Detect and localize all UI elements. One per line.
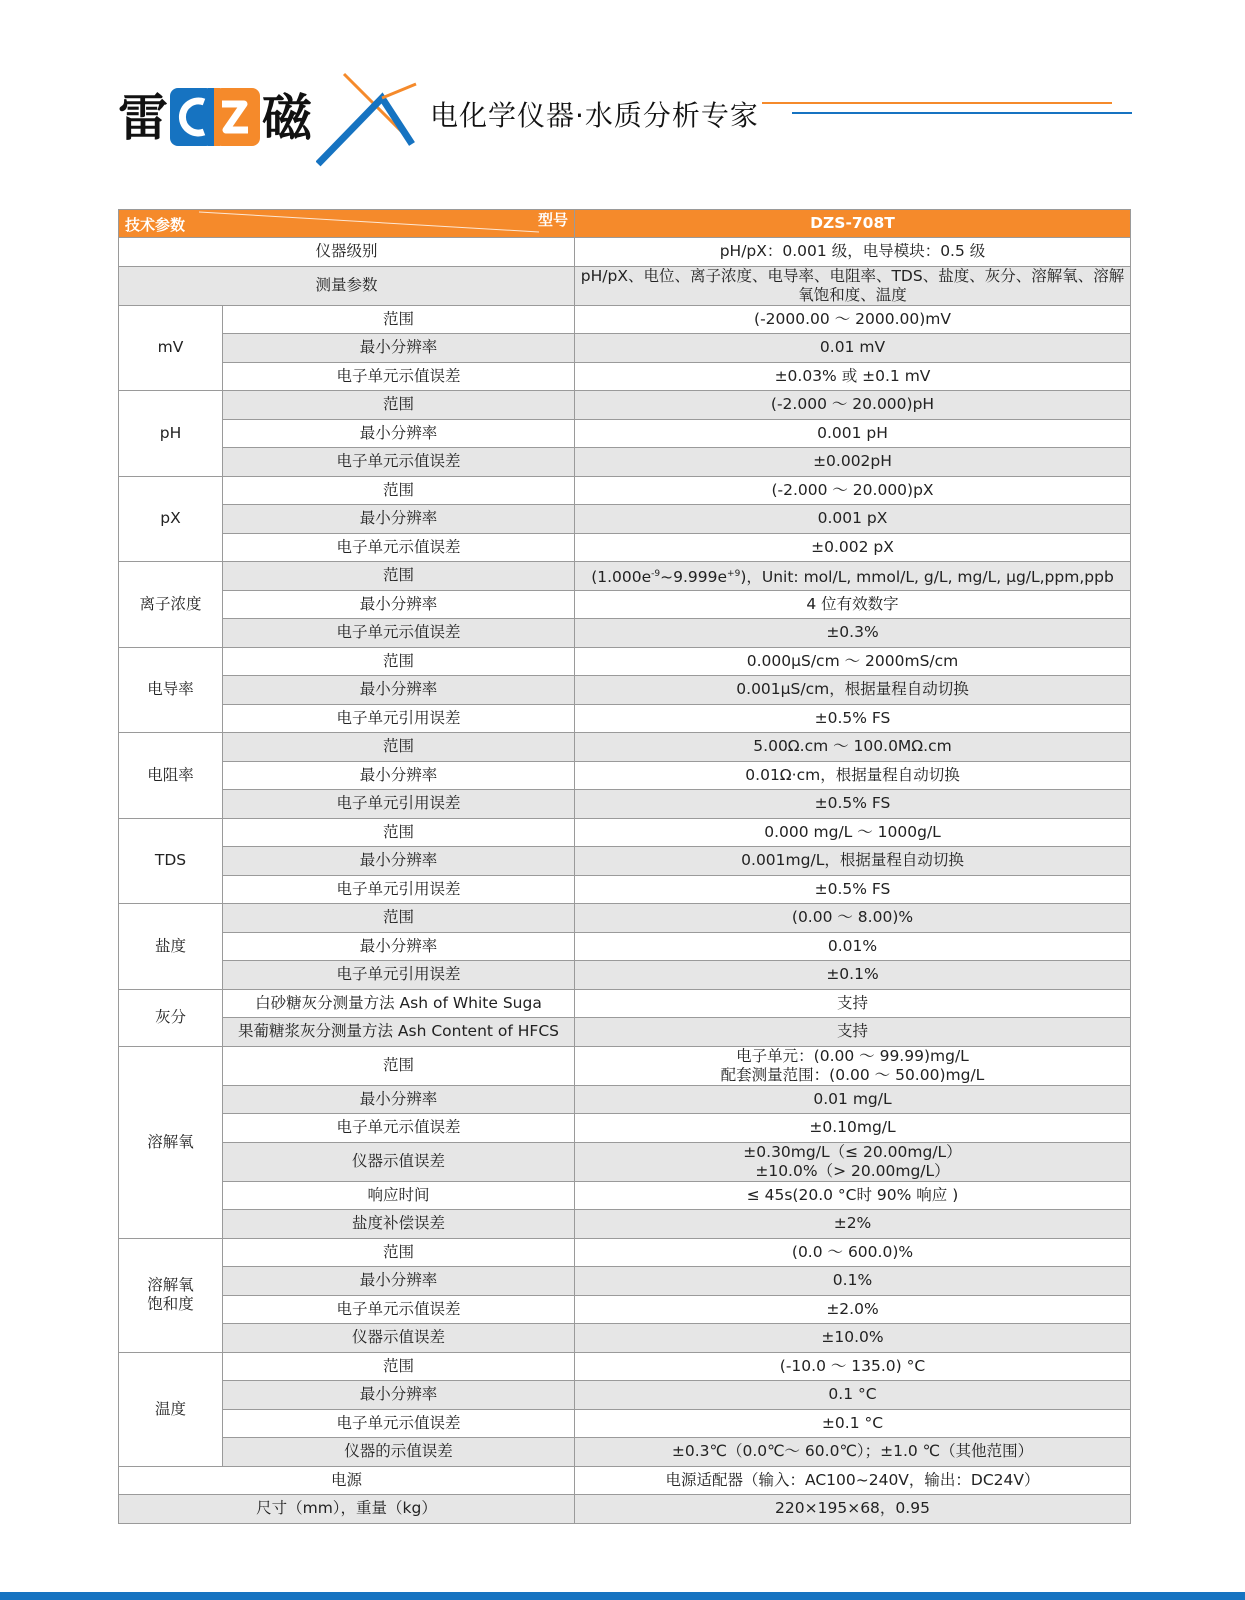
- param-label: 电子单元示值误差: [223, 1409, 575, 1438]
- header-tech-params: 技术参数: [125, 216, 186, 234]
- value-exponent: +9: [727, 568, 741, 579]
- param-label: 仪器示值误差: [223, 1324, 575, 1353]
- param-value: 0.01 mg/L: [575, 1085, 1131, 1114]
- table-row: [119, 733, 1131, 762]
- table-row: [119, 1046, 1131, 1085]
- param-value: 0.01%: [575, 932, 1131, 961]
- table-row: [119, 238, 1131, 267]
- param-label: 范围: [223, 1352, 575, 1381]
- row-value: pH/pX、电位、离子浓度、电导率、电阻率、TDS、盐度、灰分、溶解氧、溶解氧饱和度、温度: [575, 266, 1131, 305]
- param-value: 0.000 mg/L ～ 1000g/L: [575, 818, 1131, 847]
- param-value: 0.001 pH: [575, 419, 1131, 448]
- param-value: 支持: [575, 1018, 1131, 1047]
- table-row: [119, 1267, 1131, 1296]
- param-label: 最小分辨率: [223, 505, 575, 534]
- table-row: [119, 961, 1131, 990]
- param-value: 0.1 °C: [575, 1381, 1131, 1410]
- param-label: 仪器的示值误差: [223, 1438, 575, 1467]
- row-label: 电源: [119, 1466, 575, 1495]
- footer-blue-bar: [0, 1592, 1245, 1600]
- param-label: 最小分辨率: [223, 761, 575, 790]
- table-row: [119, 1324, 1131, 1353]
- header-blue-line: [792, 112, 1132, 114]
- row-value: 电源适配器（输入：AC100~240V，输出：DC24V）: [575, 1466, 1131, 1495]
- group-label-line: 溶解氧: [147, 1276, 194, 1294]
- table-row: [119, 266, 1131, 305]
- group-label-line: 饱和度: [147, 1295, 194, 1313]
- param-value: ±0.10mg/L: [575, 1114, 1131, 1143]
- param-label: 最小分辨率: [223, 1085, 575, 1114]
- table-row: [119, 676, 1131, 705]
- value-part: )，Unit: mol/L, mmol/L, g/L, mg/L, μg/L,ppm,ppb: [740, 567, 1114, 586]
- row-label: 尺寸（mm），重量（kg）: [119, 1495, 575, 1524]
- param-value: ±0.002pH: [575, 448, 1131, 477]
- param-value: ±0.5% FS: [575, 790, 1131, 819]
- spec-table: [118, 209, 1131, 1524]
- value-line: ±10.0%（> 20.00mg/L）: [755, 1161, 950, 1180]
- param-value: ±0.03% 或 ±0.1 mV: [575, 362, 1131, 391]
- table-row: [119, 761, 1131, 790]
- table-row: [119, 1295, 1131, 1324]
- param-label: 最小分辨率: [223, 419, 575, 448]
- table-row: [119, 533, 1131, 562]
- table-row: [119, 619, 1131, 648]
- group-label: [119, 1238, 223, 1352]
- param-label: 范围: [223, 391, 575, 420]
- param-label: 范围: [223, 818, 575, 847]
- table-row: [119, 1495, 1131, 1524]
- param-label: 范围: [223, 904, 575, 933]
- param-value: ±10.0%: [575, 1324, 1131, 1353]
- param-value: (-2.000 ～ 20.000)pX: [575, 476, 1131, 505]
- param-value: [575, 562, 1131, 591]
- param-value: ±0.3℃（0.0℃～ 60.0℃）；±1.0 ℃（其他范围）: [575, 1438, 1131, 1467]
- param-label: 最小分辨率: [223, 847, 575, 876]
- brand-tagline: 电化学仪器·水质分析专家: [430, 99, 759, 132]
- param-value: (-10.0 ～ 135.0) °C: [575, 1352, 1131, 1381]
- param-value: (-2.000 ～ 20.000)pH: [575, 391, 1131, 420]
- param-label: 电子单元示值误差: [223, 1295, 575, 1324]
- param-label: 电子单元引用误差: [223, 790, 575, 819]
- header-model-value: DZS-708T: [575, 210, 1131, 238]
- param-value: 0.001 pX: [575, 505, 1131, 534]
- table-row: [119, 562, 1131, 591]
- param-label: 最小分辨率: [223, 1381, 575, 1410]
- group-label: 离子浓度: [119, 562, 223, 648]
- table-row: [119, 904, 1131, 933]
- group-label: pX: [119, 476, 223, 562]
- param-label: 电子单元示值误差: [223, 1114, 575, 1143]
- group-label: mV: [119, 305, 223, 391]
- param-label: 范围: [223, 305, 575, 334]
- header-orange-line: [762, 102, 1112, 104]
- table-row: [119, 305, 1131, 334]
- group-label: 灰分: [119, 989, 223, 1046]
- param-value: ±0.5% FS: [575, 704, 1131, 733]
- param-label: 白砂糖灰分测量方法 Ash of White Suga: [223, 989, 575, 1018]
- table-row: [119, 875, 1131, 904]
- param-value: 0.1%: [575, 1267, 1131, 1296]
- group-label: pH: [119, 391, 223, 477]
- param-label: 电子单元示值误差: [223, 362, 575, 391]
- param-label: 范围: [223, 1238, 575, 1267]
- param-label: 最小分辨率: [223, 932, 575, 961]
- table-row: [119, 334, 1131, 363]
- param-label: 电子单元示值误差: [223, 619, 575, 648]
- param-label: 电子单元引用误差: [223, 961, 575, 990]
- group-label: 温度: [119, 1352, 223, 1466]
- value-line: ±0.30mg/L（≤ 20.00mg/L）: [743, 1142, 962, 1161]
- param-value: 0.001μS/cm，根据量程自动切换: [575, 676, 1131, 705]
- group-label: TDS: [119, 818, 223, 904]
- page-header: [0, 0, 1245, 180]
- group-label: 电导率: [119, 647, 223, 733]
- table-row: [119, 391, 1131, 420]
- param-value: ≤ 45s(20.0 °C时 90% 响应 ): [575, 1181, 1131, 1210]
- param-label: 范围: [223, 733, 575, 762]
- param-label: 最小分辨率: [223, 1267, 575, 1296]
- table-row: [119, 1409, 1131, 1438]
- table-row: [119, 1210, 1131, 1239]
- param-value: ±0.1 °C: [575, 1409, 1131, 1438]
- table-row: [119, 448, 1131, 477]
- table-row: [119, 704, 1131, 733]
- brand-char-lei: 雷: [118, 89, 168, 147]
- row-label: 测量参数: [119, 266, 575, 305]
- param-label: 仪器示值误差: [223, 1142, 575, 1181]
- table-row: [119, 1085, 1131, 1114]
- param-value: ±0.3%: [575, 619, 1131, 648]
- param-label: 最小分辨率: [223, 676, 575, 705]
- param-value: 0.000μS/cm ～ 2000mS/cm: [575, 647, 1131, 676]
- value-part: (1.000e: [591, 567, 652, 586]
- table-row: [119, 1114, 1131, 1143]
- param-value: [575, 1142, 1131, 1181]
- table-row: [119, 989, 1131, 1018]
- table-row: [119, 1142, 1131, 1181]
- param-label: 范围: [223, 562, 575, 591]
- param-label: 电子单元引用误差: [223, 704, 575, 733]
- param-value: 5.00Ω.cm ～ 100.0MΩ.cm: [575, 733, 1131, 762]
- table-row: [119, 790, 1131, 819]
- param-label: 范围: [223, 476, 575, 505]
- group-label: 电阻率: [119, 733, 223, 819]
- table-row: [119, 647, 1131, 676]
- param-label: 最小分辨率: [223, 334, 575, 363]
- param-value: ±2.0%: [575, 1295, 1131, 1324]
- table-row: [119, 1438, 1131, 1467]
- param-label: 最小分辨率: [223, 590, 575, 619]
- row-value: 220×195×68，0.95: [575, 1495, 1131, 1524]
- group-label: 溶解氧: [119, 1046, 223, 1238]
- header-corner-cell: [119, 210, 575, 238]
- param-value: 4 位有效数字: [575, 590, 1131, 619]
- param-value: (0.0 ～ 600.0)%: [575, 1238, 1131, 1267]
- row-label: 仪器级别: [119, 238, 575, 267]
- table-row: [119, 590, 1131, 619]
- param-label: 电子单元示值误差: [223, 448, 575, 477]
- table-header-row: [119, 210, 1131, 238]
- group-label: 盐度: [119, 904, 223, 990]
- diagonal-divider-icon: [119, 210, 575, 237]
- brand-deco-icon: [316, 70, 426, 170]
- brand-logo-icon: [170, 88, 260, 146]
- table-row: [119, 1381, 1131, 1410]
- param-label: 果葡糖浆灰分测量方法 Ash Content of HFCS: [223, 1018, 575, 1047]
- param-value: ±2%: [575, 1210, 1131, 1239]
- brand-char-ci: 磁: [262, 89, 312, 147]
- table-row: [119, 419, 1131, 448]
- param-label: 范围: [223, 1046, 575, 1085]
- param-label: 电子单元示值误差: [223, 533, 575, 562]
- table-row: [119, 1466, 1131, 1495]
- param-label: 电子单元引用误差: [223, 875, 575, 904]
- param-value: (-2000.00 ～ 2000.00)mV: [575, 305, 1131, 334]
- table-row: [119, 1238, 1131, 1267]
- param-label: 盐度补偿误差: [223, 1210, 575, 1239]
- param-value: 0.01 mV: [575, 334, 1131, 363]
- value-line: 电子单元：(0.00 ～ 99.99)mg/L: [736, 1046, 969, 1065]
- param-value: 0.01Ω·cm，根据量程自动切换: [575, 761, 1131, 790]
- param-value: ±0.1%: [575, 961, 1131, 990]
- value-exponent: -9: [651, 568, 661, 579]
- table-row: [119, 1181, 1131, 1210]
- param-value: ±0.5% FS: [575, 875, 1131, 904]
- table-row: [119, 505, 1131, 534]
- param-value: 0.001mg/L，根据量程自动切换: [575, 847, 1131, 876]
- param-value: [575, 1046, 1131, 1085]
- param-label: 范围: [223, 647, 575, 676]
- value-part: ~9.999e: [660, 567, 728, 586]
- table-row: [119, 1352, 1131, 1381]
- table-row: [119, 847, 1131, 876]
- param-label: 响应时间: [223, 1181, 575, 1210]
- table-row: [119, 818, 1131, 847]
- param-value: 支持: [575, 989, 1131, 1018]
- table-row: [119, 932, 1131, 961]
- table-row: [119, 1018, 1131, 1047]
- table-row: [119, 476, 1131, 505]
- param-value: (0.00 ～ 8.00)%: [575, 904, 1131, 933]
- table-row: [119, 362, 1131, 391]
- param-value: ±0.002 pX: [575, 533, 1131, 562]
- row-value: pH/pX：0.001 级，电导模块：0.5 级: [575, 238, 1131, 267]
- value-line: 配套测量范围：(0.00 ～ 50.00)mg/L: [720, 1065, 985, 1084]
- header-model-label: 型号: [537, 211, 568, 229]
